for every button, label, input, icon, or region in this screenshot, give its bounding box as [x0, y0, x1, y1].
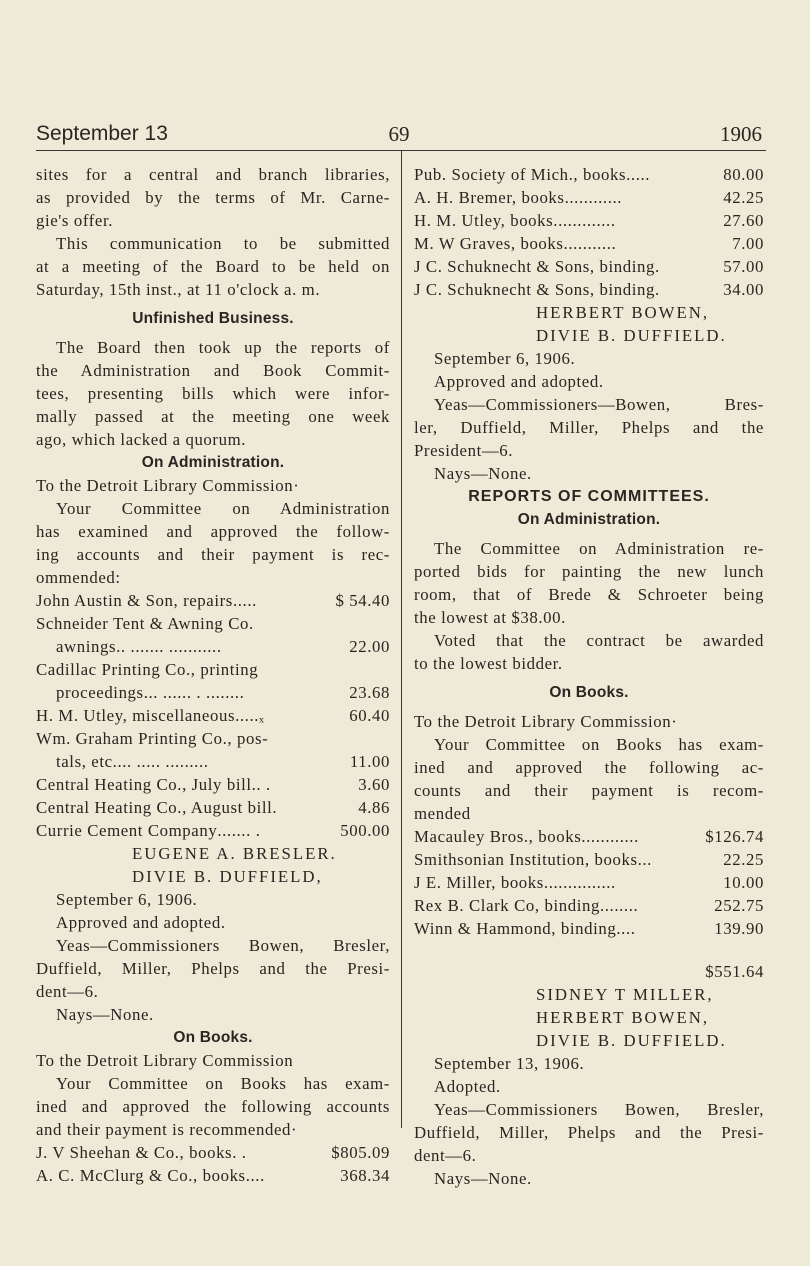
paragraph-line: gie's offer.	[36, 211, 114, 230]
approval-line: Approved and adopted.	[56, 913, 226, 932]
leader-dots: ... ...... . ........	[143, 683, 245, 702]
leader-dots: . .	[256, 775, 271, 794]
paragraph-line: counts and their payment is recom-	[414, 781, 764, 800]
leader-dots: ...	[637, 850, 652, 869]
leader-dots	[660, 278, 723, 301]
leader-dots	[258, 658, 390, 681]
account-amount: 57.00	[723, 257, 764, 276]
leader-dots: .............	[553, 873, 616, 892]
leader-dots	[660, 255, 723, 278]
salutation: To the Detroit Library Commission	[36, 1051, 294, 1070]
column-divider	[401, 150, 402, 1128]
paragraph-line: tees, presenting bills which were infor-	[36, 384, 390, 403]
account-description: tals, etc.	[56, 752, 118, 771]
account-amount: $805.09	[331, 1143, 390, 1162]
account-amount: 27.60	[723, 211, 764, 230]
account-description: J. V Sheehan & Co., books	[36, 1143, 233, 1162]
paragraph-line: The Board then took up the reports of	[56, 338, 390, 357]
paragraph-line: sites for a central and branch libraries,	[36, 165, 390, 184]
leader-dots: .........	[573, 234, 617, 253]
right-column	[414, 163, 764, 1190]
account-description: Wm. Graham Printing Co., pos-	[36, 729, 269, 748]
account-description: Smithsonian Institution, books	[414, 850, 638, 869]
account-description: Pub. Society of Mich., books	[414, 165, 627, 184]
account-item	[36, 819, 390, 842]
signature-line: DIVIE B. DUFFIELD.	[536, 1031, 727, 1050]
section-heading: On Books.	[549, 684, 629, 701]
account-description: Rex B. Clark Co, binding	[414, 896, 600, 915]
account-description: John Austin & Son, repairs	[36, 591, 233, 610]
account-description: J C. Schuknecht & Sons, binding.	[414, 280, 660, 299]
vote-line: ler, Duffield, Miller, Phelps and the	[414, 418, 764, 437]
paragraph-line: at a meeting of the Board to be held on	[36, 257, 390, 276]
account-item	[36, 681, 390, 704]
vote-line: Yeas—Commissioners Bowen, Bresler,	[56, 936, 390, 955]
leader-dots	[268, 727, 390, 750]
section-heading: On Administration.	[517, 511, 661, 528]
approval-line: Approved and adopted.	[434, 372, 604, 391]
account-amount: 42.25	[723, 188, 764, 207]
account-description: awnings	[56, 637, 117, 656]
leader-dots: ....	[245, 1166, 265, 1185]
account-item	[414, 278, 764, 301]
leader-dots: ... ..... .........	[117, 752, 209, 771]
paragraph-line: and their payment is recommended·	[36, 1120, 298, 1139]
account-description: H. M. Utley, books.	[414, 211, 559, 230]
paragraph-line: Saturday, 15th inst., at 11 o'clock a. m.	[36, 280, 321, 299]
signature-line: HERBERT BOWEN,	[536, 1008, 710, 1027]
account-amount: 80.00	[723, 165, 764, 184]
leader-dots: .....	[626, 165, 651, 184]
leader-dots: ............	[558, 211, 616, 230]
account-description: Cadillac Printing Co., printing	[36, 660, 259, 679]
paragraph-line: has examined and approved the follow-	[36, 522, 390, 541]
paragraph-line: ined and approved the following ac-	[414, 758, 764, 777]
leader-dots: ............	[564, 188, 623, 207]
account-item	[36, 658, 390, 681]
account-amount: 11.00	[349, 752, 390, 771]
account-amount: 22.00	[349, 637, 390, 656]
account-item	[36, 589, 390, 612]
report-date: September 6, 1906.	[434, 349, 576, 368]
paragraph-line: Your Committee on Books has exam-	[56, 1074, 390, 1093]
account-item	[36, 635, 390, 658]
account-item	[36, 750, 390, 773]
account-item	[414, 894, 764, 917]
section-heading: Unfinished Business.	[132, 310, 294, 327]
account-amount: 10.00	[723, 873, 764, 892]
vote-line: Nays—None.	[434, 464, 532, 483]
account-item	[36, 1164, 390, 1187]
salutation: To the Detroit Library Commission·	[36, 476, 300, 495]
account-total: $551.64	[705, 962, 764, 981]
paragraph-line: The Committee on Administration re-	[434, 539, 764, 558]
account-item	[414, 232, 764, 255]
account-item	[414, 825, 764, 848]
page-number: 69	[388, 122, 410, 146]
report-date: September 6, 1906.	[56, 890, 198, 909]
paragraph-line: mally passed at the meeting one week	[36, 407, 390, 426]
vote-line: President—6.	[414, 441, 514, 460]
leader-dots: .. ....... ...........	[116, 637, 222, 656]
account-list	[36, 1141, 390, 1187]
vote-line: Duffield, Miller, Phelps and the Presi-	[414, 1123, 764, 1142]
account-description: Central Heating Co., July bill.	[36, 775, 257, 794]
paragraph-line: the lowest at $38.00.	[414, 608, 566, 627]
account-item	[36, 727, 390, 750]
account-description: A. C. McClurg & Co., books	[36, 1166, 246, 1185]
account-amount: 500.00	[340, 821, 390, 840]
account-item	[414, 163, 764, 186]
leader-dots	[254, 612, 390, 635]
section-heading: On Books.	[173, 1029, 253, 1046]
account-amount: 3.60	[358, 775, 390, 794]
leader-dots: ........	[599, 896, 639, 915]
paragraph-line: Voted that the contract be awarded	[434, 631, 764, 650]
account-amount: 368.34	[340, 1166, 390, 1185]
left-column	[36, 163, 390, 1187]
paragraph-line: the Administration and Book Commit-	[36, 361, 390, 380]
vote-line: dent—6.	[36, 982, 99, 1001]
account-item	[36, 1141, 390, 1164]
leader-dots: .....ₓ	[235, 706, 265, 725]
paragraph-line: ommended:	[36, 568, 121, 587]
section-heading: On Administration.	[141, 454, 285, 471]
leader-dots: ............	[581, 827, 639, 846]
leader-dots: .....	[232, 591, 257, 610]
paragraph-line: This communication to be submitted	[56, 234, 390, 253]
account-description: Schneider Tent & Awning Co.	[36, 614, 254, 633]
account-description: H. M. Utley, miscellaneous	[36, 706, 236, 725]
paragraph-line: to the lowest bidder.	[414, 654, 563, 673]
signature-line: HERBERT BOWEN,	[536, 303, 710, 322]
paragraph-line: ined and approved the following accounts	[36, 1097, 390, 1116]
account-amount: 252.75	[714, 896, 764, 915]
account-amount: 60.40	[349, 706, 390, 725]
account-description: Central Heating Co., August bill.	[36, 798, 278, 817]
account-item	[414, 186, 764, 209]
vote-line: Nays—None.	[56, 1005, 154, 1024]
vote-line: Yeas—Commissioners Bowen, Bresler,	[434, 1100, 764, 1119]
account-description: Macauley Bros., books	[414, 827, 582, 846]
header-date: September 13	[36, 122, 168, 145]
account-amount: 139.90	[714, 919, 764, 938]
account-item	[414, 255, 764, 278]
approval-line: Adopted.	[434, 1077, 501, 1096]
account-amount: $126.74	[705, 827, 764, 846]
vote-line: Duffield, Miller, Phelps and the Presi-	[36, 959, 390, 978]
leader-dots: ....... .	[217, 821, 261, 840]
leader-dots: ....	[616, 919, 636, 938]
paragraph-line: ing accounts and their payment is rec-	[36, 545, 390, 564]
account-list	[414, 163, 764, 301]
signature-line: SIDNEY T MILLER,	[536, 985, 714, 1004]
section-heading: REPORTS OF COMMITTEES.	[468, 488, 710, 505]
paragraph-line: room, that of Brede & Schroeter being	[414, 585, 764, 604]
paragraph-line: ago, which lacked a quorum.	[36, 430, 247, 449]
paragraph-line: Your Committee on Administration	[56, 499, 390, 518]
account-description: J E. Miller, books..	[414, 873, 554, 892]
account-description: J C. Schuknecht & Sons, binding.	[414, 257, 660, 276]
account-description: proceedings	[56, 683, 144, 702]
report-date: September 13, 1906.	[434, 1054, 585, 1073]
account-amount: 7.00	[732, 234, 764, 253]
account-item	[414, 209, 764, 232]
leader-dots	[277, 796, 358, 819]
vote-line: dent—6.	[414, 1146, 477, 1165]
account-list	[414, 825, 764, 940]
signature-line: EUGENE A. BRESLER.	[132, 844, 337, 863]
paragraph-line: mended	[414, 804, 471, 823]
signature-line: DIVIE B. DUFFIELD,	[132, 867, 323, 886]
account-amount: 22.25	[723, 850, 764, 869]
page-header	[36, 122, 762, 152]
account-item	[36, 704, 390, 727]
account-item	[414, 848, 764, 871]
account-description: Winn & Hammond, binding	[414, 919, 617, 938]
account-amount: 4.86	[358, 798, 390, 817]
account-description: Currie Cement Company	[36, 821, 218, 840]
account-description: A. H. Bremer, books	[414, 188, 565, 207]
leader-dots: . .	[232, 1143, 247, 1162]
account-item	[36, 796, 390, 819]
account-description: M. W Graves, books..	[414, 234, 574, 253]
paragraph-line: Your Committee on Books has exam-	[434, 735, 764, 754]
account-amount: 34.00	[723, 280, 764, 299]
account-item	[36, 612, 390, 635]
paragraph-line: ported bids for painting the new lunch	[414, 562, 764, 581]
account-amount: $ 54.40	[335, 591, 390, 610]
account-item	[414, 871, 764, 894]
header-year: 1906	[720, 122, 762, 146]
vote-line: Nays—None.	[434, 1169, 532, 1188]
account-item	[36, 773, 390, 796]
paragraph-line: as provided by the terms of Mr. Carne-	[36, 188, 390, 207]
account-amount: 23.68	[349, 683, 390, 702]
account-list	[36, 589, 390, 842]
signature-line: DIVIE B. DUFFIELD.	[536, 326, 727, 345]
vote-line: Yeas—Commissioners—Bowen, Bres-	[434, 395, 764, 414]
salutation: To the Detroit Library Commission·	[414, 712, 678, 731]
account-item	[414, 917, 764, 940]
